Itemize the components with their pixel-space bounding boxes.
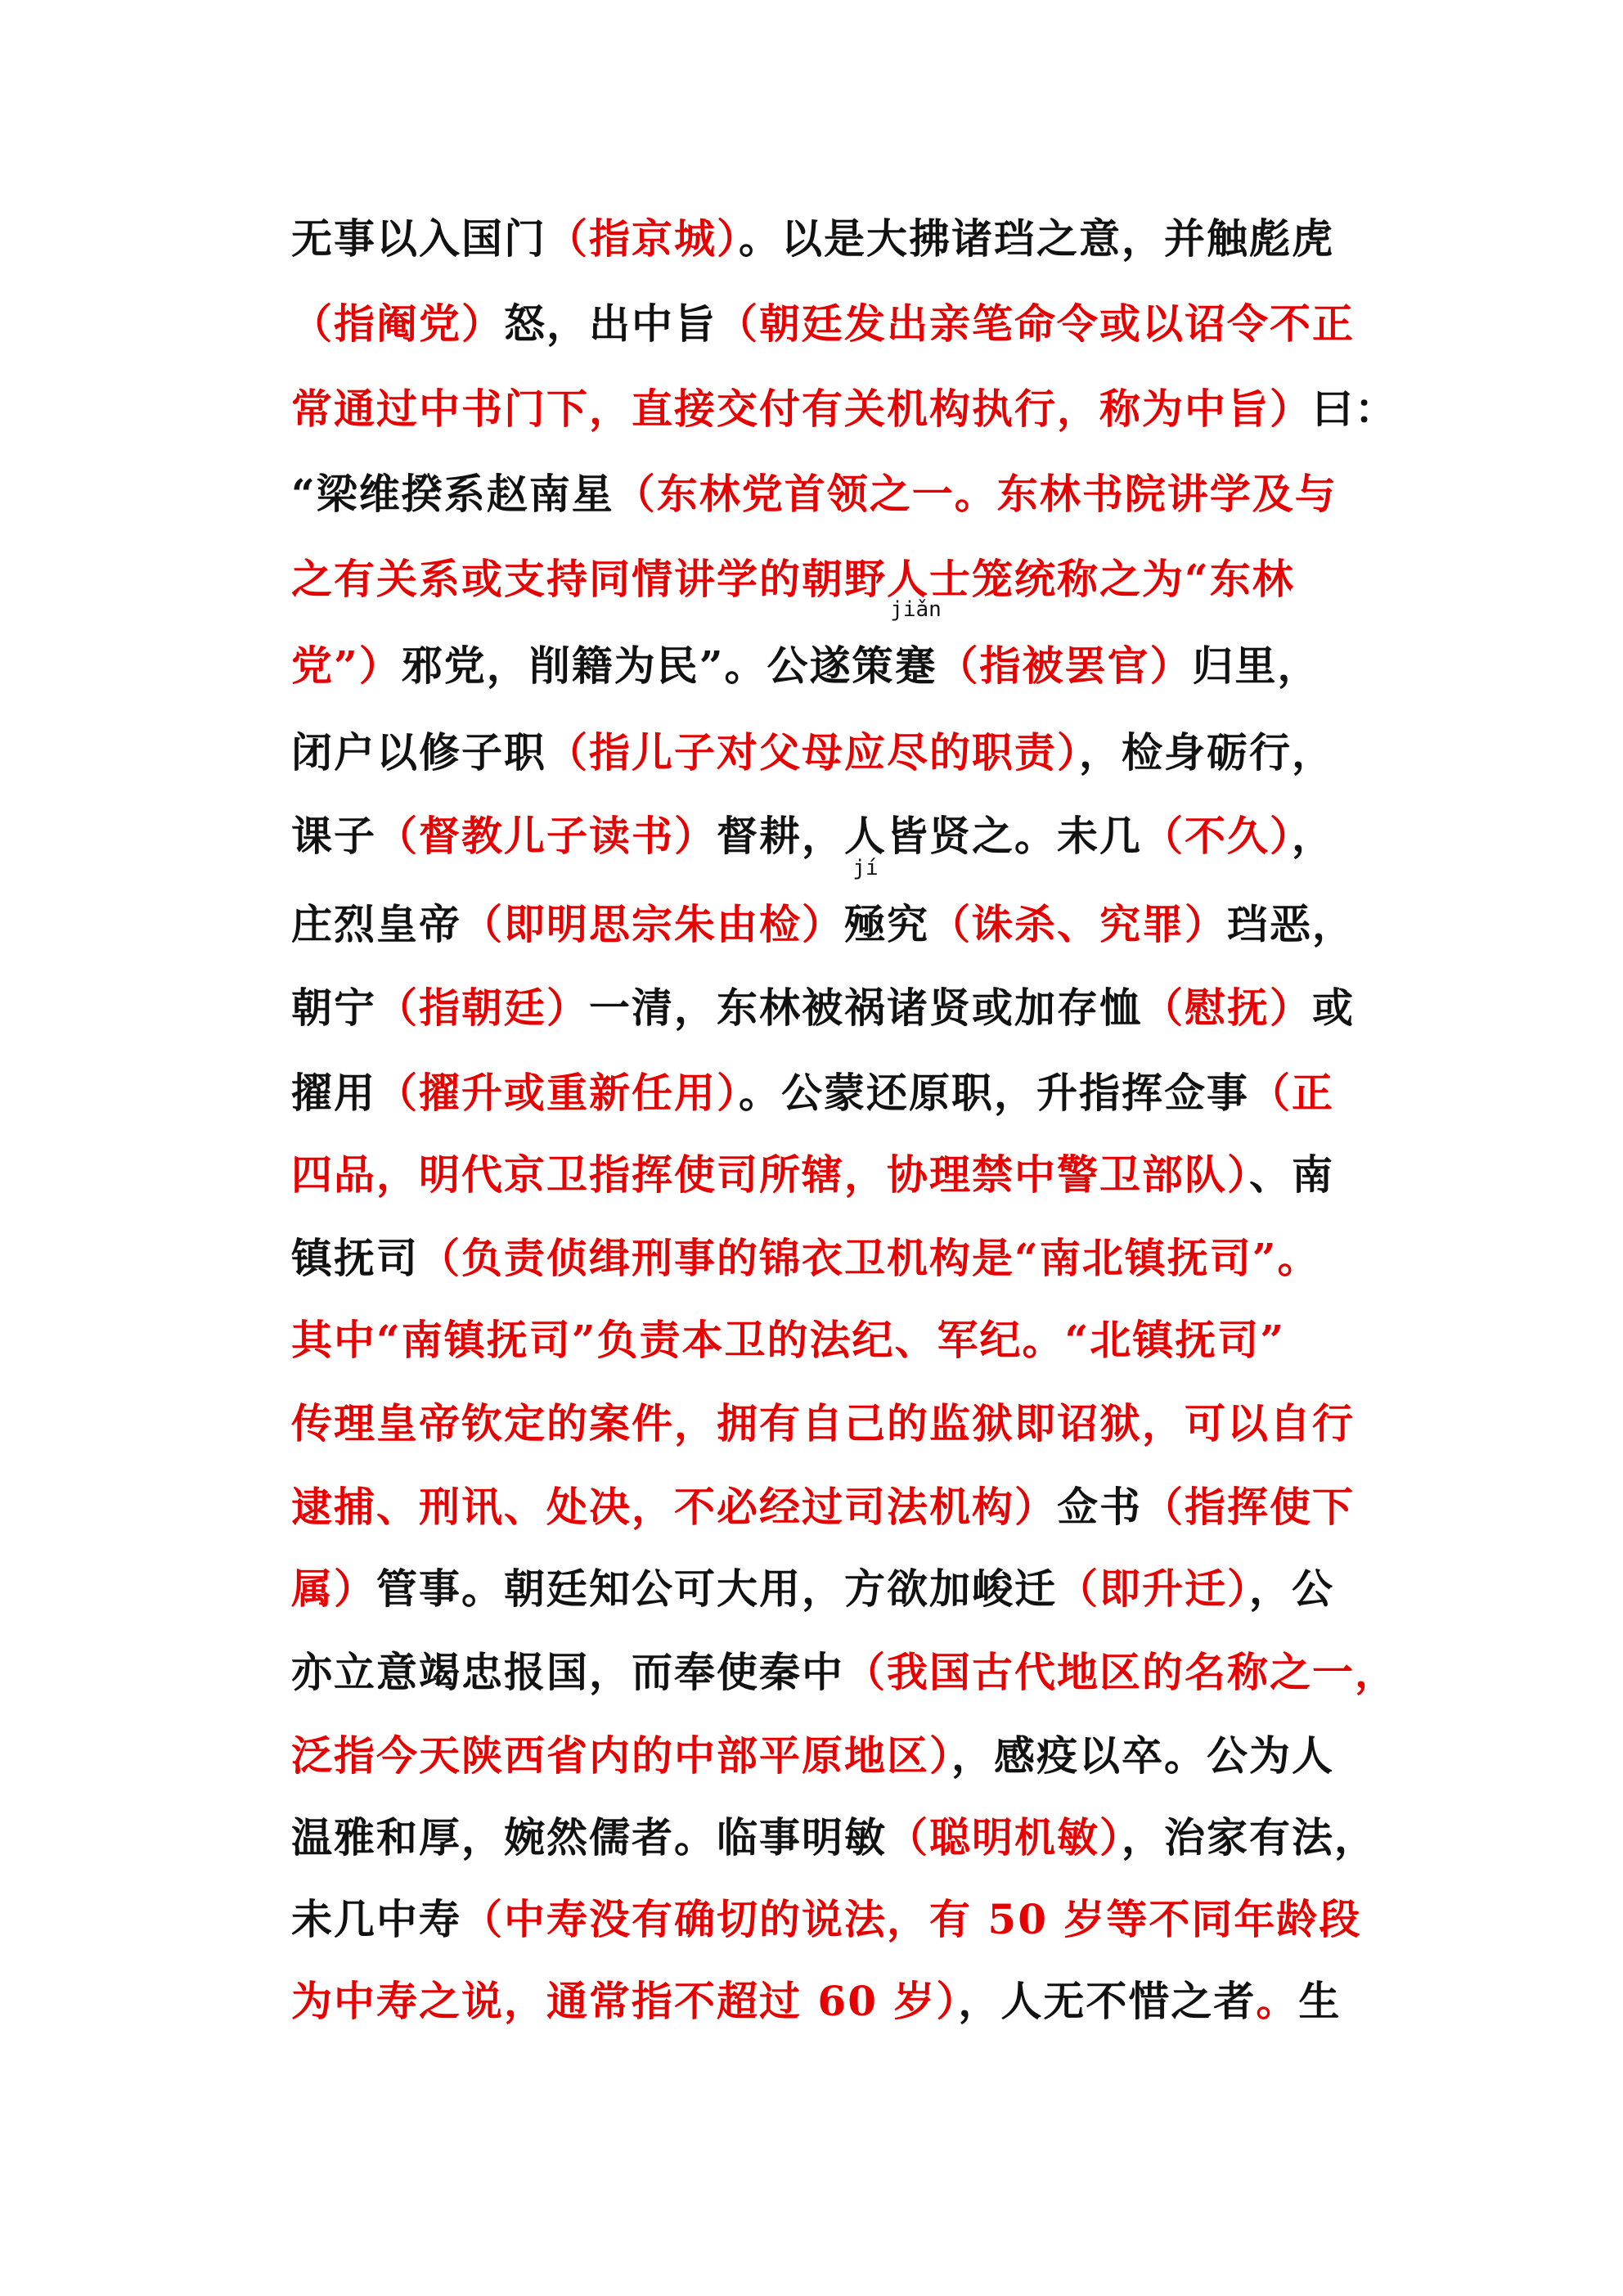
annotation-text: （正 xyxy=(1249,1069,1334,1117)
body-text: 、南 xyxy=(1249,1150,1334,1199)
annotation-text: （指挥使下 xyxy=(1142,1483,1355,1531)
body-text: 督耕，人皆贤之。未几 xyxy=(717,812,1142,860)
text-line xyxy=(291,1216,1387,1301)
body-text: 怒，出中旨 xyxy=(504,299,717,348)
annotation-text: 之有关系或支持同情讲学的朝野人士笼统称之为“东林 xyxy=(291,555,1295,603)
annotation-text: （东林党首领之一。东林书院讲学及与 xyxy=(614,470,1338,518)
annotation-text: （慰抚） xyxy=(1142,984,1312,1032)
body-text: 庄烈皇帝 xyxy=(291,900,461,948)
body-text: 镇抚司 xyxy=(291,1234,419,1282)
ruby-annotated-char xyxy=(890,597,942,709)
text-line xyxy=(291,196,1387,281)
annotation-text: 逮捕、刑讯、处决，不必经过司法机构） xyxy=(291,1483,1057,1531)
ruby-base: 蹇 xyxy=(894,642,937,690)
body-text: 温雅和厚，婉然儒者。临事明敏 xyxy=(291,1813,887,1862)
body-text: 邪党，削籍为民”。公遂策 xyxy=(401,642,895,690)
body-text: ， xyxy=(1292,812,1334,860)
annotation-text: 四品，明代京卫指挥使司所辖，协理禁中警卫部队） xyxy=(291,1150,1249,1199)
body-text: 无事以入国门 xyxy=(291,214,546,263)
ruby-base: 殛 xyxy=(844,900,887,948)
text-line xyxy=(291,856,1387,967)
annotation-text: （指京城） xyxy=(546,214,739,263)
text-line xyxy=(291,1795,1387,1880)
annotation-text: （负责侦缉刑事的锦衣卫机构是“南北镇抚司”。 xyxy=(419,1234,1320,1282)
ruby-annotated-char xyxy=(844,856,887,967)
body-text: ，人无不惜之者 xyxy=(958,1977,1257,2025)
body-text: 未几中寿 xyxy=(291,1895,461,1943)
text-line xyxy=(291,452,1387,537)
annotation-text: （诛杀、究罪） xyxy=(929,900,1227,948)
body-text: ，检身砺行， xyxy=(1079,728,1334,777)
body-text: “梁维揆系赵南星 xyxy=(291,470,614,518)
annotation-text: （指朝廷） xyxy=(376,984,589,1032)
text-line xyxy=(291,597,1387,709)
annotation-text: （我国古代地区的名称之一， xyxy=(844,1648,1397,1696)
text-line xyxy=(291,1381,1387,1466)
text-line xyxy=(291,710,1387,795)
annotation-text: （擢升或重新任用） xyxy=(376,1069,739,1117)
body-text: 。公蒙还原职，升指挥佥事 xyxy=(739,1069,1249,1117)
annotation-text: （指阉党） xyxy=(291,299,504,348)
body-text: 生 xyxy=(1298,1977,1342,2025)
text-line xyxy=(291,1713,1387,1799)
annotation-text: （朝廷发出亲笔命令或以诏令不正 xyxy=(717,299,1355,348)
annotation-text: （督教儿子读书） xyxy=(376,812,717,860)
body-text: ，公 xyxy=(1249,1564,1334,1613)
text-line xyxy=(291,1051,1387,1136)
body-text: 曰： xyxy=(1312,385,1397,433)
body-text: 或 xyxy=(1312,984,1355,1032)
annotation-text: 泛指今天陕西省内的中部平原地区） xyxy=(291,1731,951,1780)
text-line xyxy=(291,1630,1397,1715)
text-line xyxy=(291,1132,1387,1218)
annotation-text: （不久） xyxy=(1142,812,1292,860)
annotation-text: 其中“南镇抚司”负责本卫的法纪、军纪。“北镇抚司” xyxy=(291,1316,1286,1364)
pinyin-annotation: jiǎn xyxy=(890,597,942,622)
text-line xyxy=(291,1465,1387,1550)
text-line xyxy=(291,537,1387,622)
body-text: 一清，东林被祸诸贤或加存恤 xyxy=(589,984,1142,1032)
pinyin-annotation: jí xyxy=(852,856,879,880)
text-line xyxy=(291,1298,1387,1383)
text-line xyxy=(291,794,1387,879)
body-text: 课子 xyxy=(291,812,376,860)
text-line xyxy=(291,281,1387,367)
annotation-text: （即明思宗朱由检） xyxy=(461,900,844,948)
annotation-text: 为中寿之说，通常指不超过 60 岁） xyxy=(291,1977,959,2025)
body-text: 擢用 xyxy=(291,1069,376,1117)
text-line xyxy=(291,1546,1387,1632)
body-text: 亦立意竭忠报国，而奉使秦中 xyxy=(291,1648,844,1696)
annotation-text: 党”） xyxy=(291,642,402,690)
body-text: ，感疫以卒。公为人 xyxy=(951,1731,1334,1780)
body-text: 闭户以修子职 xyxy=(291,728,546,777)
annotation-text: 传理皇帝钦定的案件，拥有自己的监狱即诏狱，可以自行 xyxy=(291,1399,1355,1447)
body-text: 归里， xyxy=(1192,642,1320,690)
annotation-text: （即升迁） xyxy=(1057,1564,1249,1613)
body-text: 朝宁 xyxy=(291,984,376,1032)
body-text: 珰恶， xyxy=(1227,900,1355,948)
body-text: ，治家有法， xyxy=(1122,1813,1377,1862)
annotation-text: （指被罢官） xyxy=(937,642,1193,690)
text-line xyxy=(291,966,1387,1051)
text-line xyxy=(291,367,1397,452)
body-text: 。以是大拂诸珰之意，并触彪虎 xyxy=(739,214,1334,263)
body-text: 佥书 xyxy=(1057,1483,1142,1531)
annotation-text: 。 xyxy=(1256,1977,1299,2025)
text-line xyxy=(291,1959,1387,2044)
body-text: 究 xyxy=(887,900,929,948)
body-text: 管事。朝廷知公可大用，方欲加峻迁 xyxy=(376,1564,1057,1613)
annotation-text: （指儿子对父母应尽的职责） xyxy=(546,728,1079,777)
annotation-text: 常通过中书门下，直接交付有关机构执行，称为中旨） xyxy=(291,385,1312,433)
annotation-text: （聪明机敏） xyxy=(887,1813,1122,1862)
annotation-text: 属） xyxy=(291,1564,376,1613)
text-line xyxy=(291,1877,1387,1962)
annotation-text: （中寿没有确切的说法，有 50 岁等不同年龄段 xyxy=(461,1895,1362,1943)
